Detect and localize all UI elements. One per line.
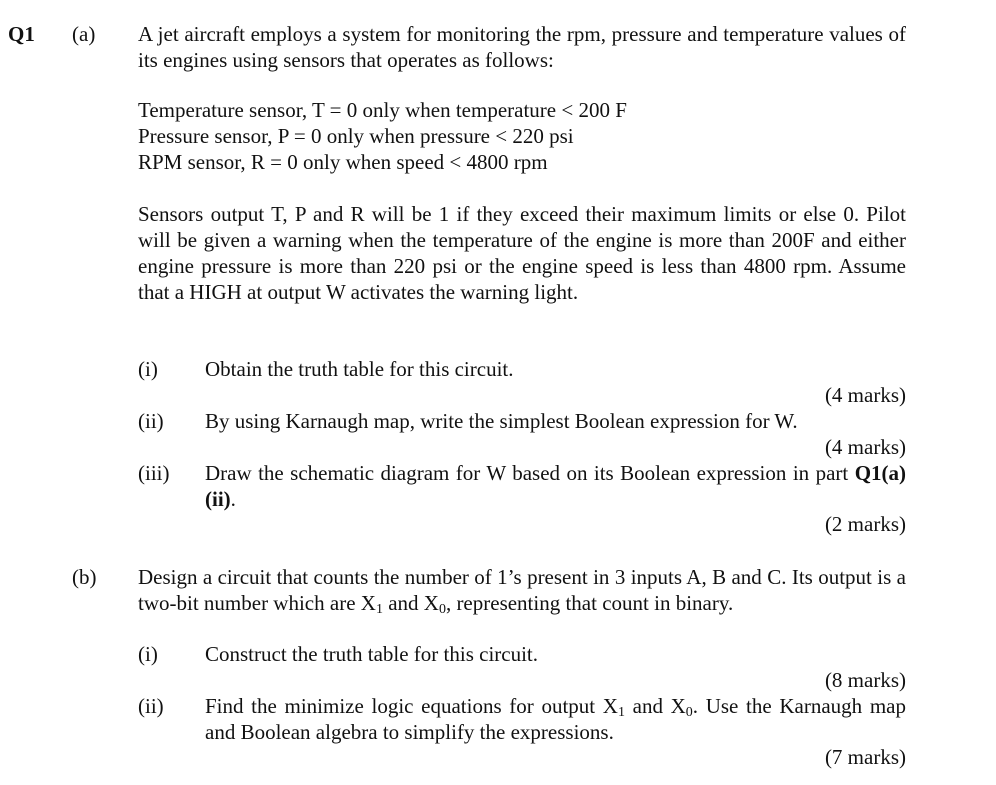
x0-subscript: 0: [438, 602, 446, 617]
item-a-ii-marks: (4 marks): [824, 435, 906, 459]
part-a-description: Sensors output T, P and R will be 1 if they exceed their maximum limits or else 0. Pilot will be given a warning when the temperature of the engine is more than 200F and either engine pressure is more than 220 psi or the engine speed is less than 4800 rpm. Assume that a HIGH at output W activates the warning light.: [138, 202, 906, 304]
part-b-intro: [138, 564, 906, 616]
item-a-i-label: (i): [138, 357, 158, 381]
item-b-ii-x1-subscript: 1: [617, 705, 625, 720]
part-b-intro-text-3: , representing that count in binary.: [445, 591, 734, 615]
item-a-ii-label: (ii): [138, 409, 164, 433]
part-b-intro-text-1: Design a circuit that counts the number of 1’s present in 3 inputs A, B and C. Its output is a two-bit number which are X: [138, 565, 906, 615]
rpm-sensor-line: RPM sensor, R = 0 only when speed < 4800 rpm: [138, 150, 548, 174]
question-number: Q1: [8, 22, 35, 46]
item-a-ii-text: By using Karnaugh map, write the simplest Boolean expression for W.: [205, 409, 798, 433]
item-a-iii-marks: (2 marks): [824, 512, 906, 536]
pressure-sensor-line: Pressure sensor, P = 0 only when pressure < 220 psi: [138, 124, 574, 148]
item-b-ii-label: (ii): [138, 694, 164, 718]
item-a-iii-text: [205, 460, 906, 512]
item-b-ii-x0-subscript: 0: [685, 705, 693, 720]
item-b-ii-text-3: . Use the Karnaugh map and Boolean algebra to simplify the expressions.: [205, 694, 906, 744]
item-b-ii-text-2: and X: [624, 694, 686, 718]
x1-subscript: 1: [375, 602, 383, 617]
item-b-i-marks: (8 marks): [824, 668, 906, 692]
item-b-ii-marks: (7 marks): [824, 745, 906, 769]
item-b-i-label: (i): [138, 642, 158, 666]
temperature-sensor-line: Temperature sensor, T = 0 only when temperature < 200 F: [138, 98, 627, 122]
part-b-intro-text-2: and X: [382, 591, 439, 615]
part-a-label: (a): [72, 22, 96, 46]
item-b-ii-text-1: Find the minimize logic equations for output X: [205, 694, 618, 718]
item-a-iii-text-main: Draw the schematic diagram for W based on its Boolean expression in part: [205, 461, 849, 485]
item-b-ii-text: [205, 693, 906, 745]
part-a-intro: A jet aircraft employs a system for monitoring the rpm, pressure and temperature values of its engines using sensors that operates as follows:: [138, 22, 906, 72]
part-b-label: (b): [72, 565, 97, 589]
item-a-iii-label: (iii): [138, 461, 170, 485]
item-a-i-marks: (4 marks): [824, 383, 906, 407]
item-b-i-text: Construct the truth table for this circuit.: [205, 642, 539, 666]
part-reference-suffix: .: [230, 487, 236, 511]
item-a-i-text: Obtain the truth table for this circuit.: [205, 357, 514, 381]
part-reference: Q1(a)(ii): [205, 461, 907, 511]
